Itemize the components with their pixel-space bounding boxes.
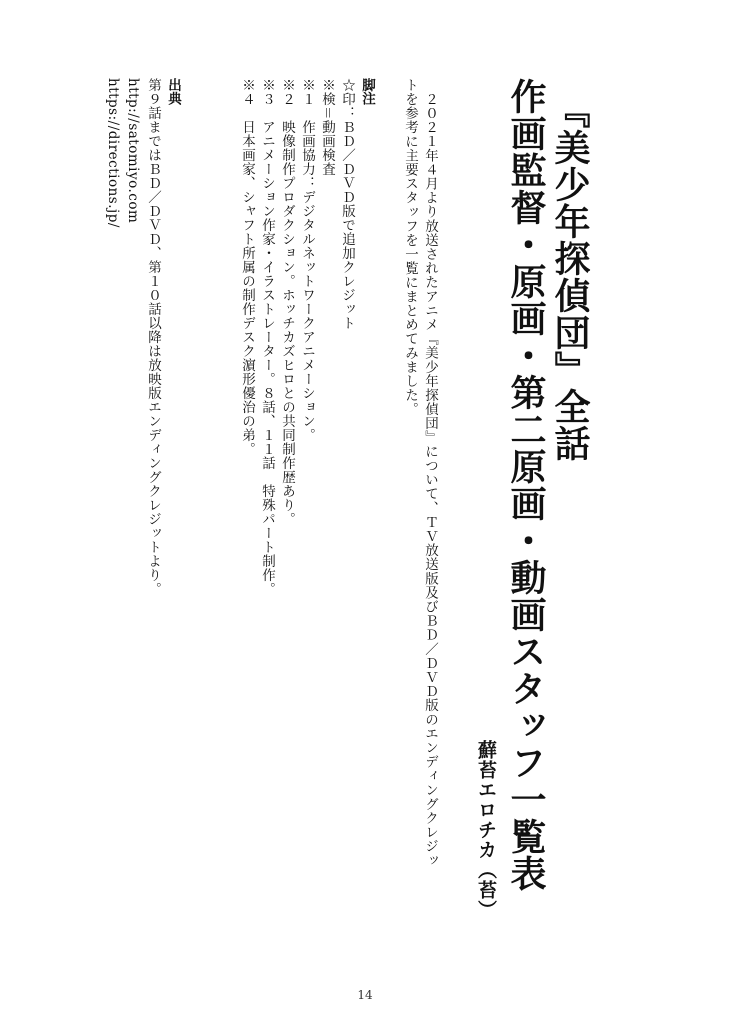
intro-line-1: ２０２１年４月より放送されたアニメ『美少年探偵団』について、ＴＶ放送版及びＢＤ／ＤＶＤ版のエンディングクレジッ [422, 92, 438, 868]
sources-heading: 出典 [165, 78, 181, 105]
source-link[interactable]: https://directions.jp/ [105, 78, 121, 228]
page-number: 14 [357, 988, 373, 1002]
footnote-item: ☆印：ＢＤ／ＤＶＤ版で追加クレジット [339, 78, 355, 330]
footnote-item: ※２ 映像制作プロダクション。ホッチカズヒロとの共同制作歴あり。 [279, 78, 295, 526]
title-line-1: 『美少年探偵団』全話 [549, 92, 591, 462]
title-line-2: 作画監督・原画・第二原画・動画スタッフ一覧表 [505, 78, 547, 892]
intro-line-2: トを参考に主要スタッフを一覧にまとめてみました。 [402, 78, 418, 417]
author-name: 蘚苔エロチカ（苔） [475, 740, 497, 920]
source-link[interactable]: http://satomiyo.com [125, 78, 141, 224]
footnote-item: ※１ 作画協力：デジタルネットワークアニメーション。 [299, 78, 315, 442]
footnote-item: ※検＝動画検査 [319, 78, 335, 176]
source-item: 第９話まではＢＤ／ＤＶＤ、第１０話以降は放映版エンディングクレジットより。 [145, 78, 161, 596]
footnote-item: ※３ アニメーション作家・イラストレーター。８話、１１話 特殊パート制作。 [259, 78, 275, 596]
footnote-item: ※４ 日本画家、シャフト所属の制作デスク濵形優治の弟。 [239, 78, 255, 456]
footnotes-heading: 脚注 [359, 78, 375, 105]
